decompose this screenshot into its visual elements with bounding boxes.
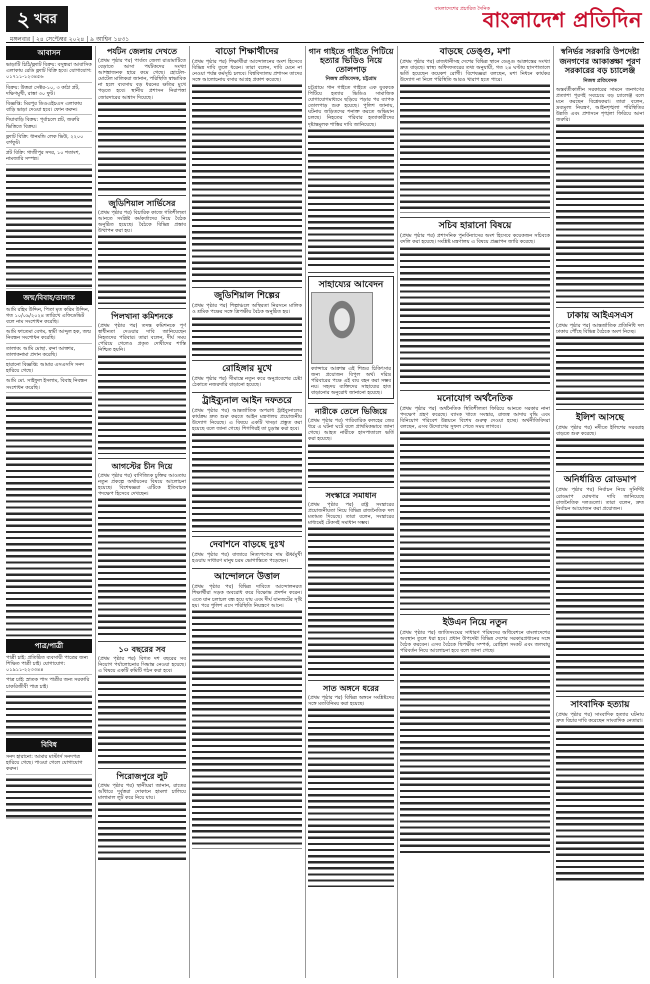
- issue-date: মঙ্গলবার | ২৪ সেপ্টেম্বর ২০২৪ | ৯ আশ্বিন ১৪৩১: [10, 36, 130, 43]
- article-separator: [308, 272, 394, 273]
- article-body-continued: [556, 335, 644, 405]
- article-separator: [308, 403, 394, 404]
- article-headline: দেবাশনে বাড়ছে দুঃখ: [209, 540, 285, 551]
- article-body: (প্রথম পৃষ্ঠার পর) প্রশাসনিক পুনর্বিন্যাসের অংশ হিসেবে কয়েকজন সচিবকে বদলি করা হয়েছে। সংশ্লিষ্ট মন্ত্রণালয় এ বিষয়ে প্রজ্ঞাপন জারি করেছে।: [400, 233, 550, 246]
- article: [556, 311, 644, 405]
- classified-item: হারানো বিজ্ঞপ্তি: আমার এসএসসি সনদ হারিয়ে গেছে।: [6, 362, 92, 376]
- article-body: (প্রথম পৃষ্ঠার পর) জাতিসংঘের সাধারণ পরিষদের অধিবেশনে বাংলাদেশের অবস্থান তুলে ধরা হবে। প্রধান উপদেষ্টা বিভিন্ন দেশের সরকারপ্রধানের সঙ্গে বৈঠক করবেন। এসব বৈঠকে দ্বিপক্ষীয় সম্পর্ক, রোহিঙ্গা সংকট এবং জলবায়ু পরিবর্তন নিয়ে আলোচনা হবে বলে জানা গেছে।: [400, 629, 550, 655]
- article-headline: ইলিশ আসছে: [576, 413, 624, 424]
- news-column-6: [556, 46, 644, 976]
- article-body: (প্রথম পৃষ্ঠার পর) বিচারিক কাজে গতিশীলতা আনতে সংশ্লিষ্ট কর্মকর্তাদের নিয়ে বৈঠক অনুষ্ঠিত হয়েছে। বৈঠকে বিভিন্ন প্রস্তাব উত্থাপন করা হয়।: [98, 209, 186, 234]
- article: [400, 47, 550, 213]
- article-body-continued: [556, 437, 644, 467]
- article-separator: [98, 458, 186, 459]
- article-separator: [556, 409, 644, 410]
- article: [192, 291, 302, 355]
- article: [192, 396, 302, 532]
- article-headline: আগস্টের চীন দিয়ে: [111, 461, 173, 471]
- article-body-continued: [308, 707, 394, 887]
- article-headline: সাংবাদিক হত্যায়: [570, 699, 630, 710]
- article: [556, 700, 644, 884]
- classified-filler: [6, 395, 92, 637]
- article-body-continued: [98, 234, 186, 304]
- article-headline: সংস্কারে সমাধান: [325, 490, 377, 500]
- article-body-continued: [192, 83, 302, 283]
- article-separator: [400, 390, 550, 391]
- classified-item: তালাক: আমি মোছা. রুনা আক্তার, তালাকনামা প্রদান করেছি।: [6, 346, 92, 360]
- page-header: [0, 0, 650, 44]
- article-body: (প্রথম পৃষ্ঠার পর) পারিবারিক কলহের জের ধরে এ ঘটনা ঘটে বলে প্রাথমিকভাবে জানা গেছে। আহত নারীকে হাসপাতালে ভর্তি করা হয়েছে।: [308, 418, 394, 443]
- news-column-4: [308, 46, 394, 976]
- article: [400, 394, 550, 610]
- article-body-continued: [192, 609, 302, 849]
- classified-item: পাত্র চাই: স্নাতক পাস পাত্রীর জন্য সরকারি চাকরিজীবী পাত্র চাই।: [6, 677, 92, 691]
- column-divider: [189, 46, 190, 978]
- article-headline: স্বনির্ভর সরকারি উপদেষ্টা জনগণের আকাঙ্ক্ষা পূরণ সরকারের বড় চ্যালেঞ্জ: [559, 47, 641, 75]
- classified-item: প্লট বিক্রি: গাজীপুর সদর, ১০ শতাংশ, নামজারি সম্পন্ন।: [6, 150, 92, 164]
- article: [98, 47, 186, 191]
- article-headline: জুডিশিয়াল শিল্পের: [214, 291, 280, 302]
- classified-heading-matrimonial: পাত্র/পাত্রী: [6, 639, 92, 653]
- article-body-continued: [98, 497, 186, 637]
- article-headline: মনোযোগ অর্থনৈতিক: [437, 393, 513, 404]
- article-body-continued: [192, 316, 302, 356]
- article-body: (প্রথম পৃষ্ঠার পর) নদীতে ইলিশের সরবরাহ বাড়তে শুরু করেছে।: [556, 425, 644, 438]
- article-headline: জুডিশিয়াল সার্ভিসের: [108, 198, 176, 208]
- article-separator: [98, 641, 186, 642]
- article-body: (প্রথম পৃষ্ঠার পর) সাংবাদিক হত্যার ঘটনায় দ্রুত বিচার দাবি করেছেন সাংবাদিক নেতারা।: [556, 711, 644, 724]
- article-separator: [556, 471, 644, 472]
- classified-item: বিক্রয়: উত্তরা সেক্টর-১০, ৩ কাঠা প্লট, দক্ষিণমুখী, রাস্তা ৩০ ফুট।: [6, 85, 92, 99]
- article-body-continued: [400, 83, 550, 213]
- article-separator: [98, 768, 186, 769]
- news-column-3: [192, 46, 302, 976]
- page-number-box: [6, 6, 68, 32]
- article-separator: [308, 487, 394, 488]
- article: [400, 618, 550, 854]
- article-headline: নারীকে তেলে ভিজিয়ে: [314, 407, 388, 417]
- article-body-continued: [308, 128, 394, 268]
- article-headline: সাত অঙ্গনে ধরের: [323, 683, 379, 693]
- page-section-name: খবর: [34, 11, 57, 27]
- article-separator: [556, 307, 644, 308]
- classified-item: আমি মো. সাইফুল ইসলাম, বিবাহ নিবন্ধন সংশোধন করেছি।: [6, 378, 92, 392]
- article-headline: পিলখানা কমিশনকে: [111, 312, 173, 322]
- article-headline: পর্যটন জেলায় দেখতে: [106, 47, 178, 56]
- article: [192, 540, 302, 564]
- classified-item: আমি রহিম উদ্দিন, পিতা মৃত করিম উদ্দিন, গত ১০/০৯/২০২৪ তারিখে এফিডেভিট বলে নাম সংশোধন করেছি।: [6, 307, 92, 328]
- classified-item: ভাড়াটি চিঠি/ফ্ল্যাট বিক্রয়: বসুন্ধরা আবাসিক এলাকায় রেডি ফ্ল্যাট বিক্রি হবে। যোগাযোগ: ০১৭১১-১২৩৪৫৬: [6, 62, 92, 83]
- article-body-continued: [308, 526, 394, 676]
- article-headline: আন্দোলনে উত্তাল: [214, 572, 280, 583]
- article-body: (প্রথম পৃষ্ঠার পর) স্থানীয়রা জানান, রাতের আঁধারে দুর্বৃত্তরা দোকানে হামলা চালিয়ে মালামাল লুট করে নিয়ে যায়।: [98, 783, 186, 802]
- article-body-continued: [98, 101, 186, 191]
- article-body-continued: [98, 674, 186, 764]
- classified-heading-misc: বিবিধ: [6, 738, 92, 752]
- article-separator: [192, 392, 302, 393]
- classified-item: বিজ্ঞপ্তি: মিরপুর ডিওএইচএস এলাকায় বাড়ি ভাড়া দেওয়া হবে। ফোন করুন।: [6, 101, 92, 115]
- classified-heading-housing: আবাসন: [6, 46, 92, 60]
- article: [98, 312, 186, 453]
- article-separator: [556, 696, 644, 697]
- article: [192, 572, 302, 848]
- classified-item: পাত্রী চাই: প্রতিষ্ঠিত ব্যবসায়ী পাত্রের জন্য শিক্ষিত পাত্রী চাই। যোগাযোগ: ০১৯১১-২২৩৩৪৪: [6, 655, 92, 676]
- article-body-continued: [400, 246, 550, 386]
- article-body-continued: [556, 512, 644, 692]
- article-separator: [192, 360, 302, 361]
- article-headline: বাড়ো শিক্ষার্থীদের: [215, 47, 279, 57]
- article: [308, 407, 394, 482]
- article-separator: [98, 195, 186, 196]
- article: [308, 47, 394, 268]
- article-body-continued: [400, 430, 550, 610]
- article-body: (প্রথম পৃষ্ঠার পর) বিভিন্ন দাবিতে আন্দোলনরত শিক্ষার্থীরা সড়ক অবরোধ করে বিক্ষোভ প্রদর্শন করেন। এতে যান চলাচল বন্ধ হয়ে যায় এবং দীর্ঘ যানজটের সৃষ্টি হয়। পরে পুলিশ এসে পরিস্থিতি নিয়ন্ত্রণে আনে।: [192, 584, 302, 609]
- article-body: (প্রথম পৃষ্ঠার পর) সীমান্তে নতুন করে অনুপ্রবেশের চেষ্টা ঠেকাতে নজরদারি বাড়ানো হয়েছে।: [192, 375, 302, 388]
- article-body: (প্রথম পৃষ্ঠার পর) রাজধানীসহ দেশের বিভিন্ন স্থানে ডেঙ্গু আক্রান্তের সংখ্যা দ্রুত বাড়ছে। স্বাস্থ্য অধিদফতরের তথ্য অনুযায়ী, গত ২৪ ঘণ্টায় হাসপাতালে ভর্তি হয়েছেন কয়েকশ রোগী। বিশেষজ্ঞরা বলছেন, মশা নিধনে কার্যকর উদ্যোগ না নিলে পরিস্থিতি আরও খারাপ হতে পারে।: [400, 59, 550, 84]
- article-body: (প্রথম পৃষ্ঠার পর) বিভিন্ন অঙ্গনে সংশ্লিষ্টদের সঙ্গে মতবিনিময় করা হয়েছে।: [308, 694, 394, 707]
- article-headline: পিরোজপুরে লুট: [116, 772, 168, 782]
- article-separator: [192, 536, 302, 537]
- article: [556, 413, 644, 467]
- page-number: ২: [17, 7, 31, 31]
- article-headline: সচিব হারানো বিষয়ে: [438, 221, 512, 232]
- classified-item: আমি ফাতেমা বেগম, স্বামী আব্দুল হক, জন্ম নিবন্ধন সংশোধন করেছি।: [6, 329, 92, 343]
- article-body: (প্রথম পৃষ্ঠার পর) পার্বত্য জেলা রাঙামাটিতে বেড়াতে আসা পর্যটকদের সংখ্যা আশঙ্কাজনক হারে কমে গেছে। হোটেল-মোটেল মালিকরা জানান, পরিস্থিতি স্বাভাবিক না হলে ব্যবসায় বড় ধরনের ক্ষতির মুখে পড়তে হবে। স্থানীয় প্রশাসন নিরাপত্তা জোরদারের আশ্বাস দিয়েছে।: [98, 58, 186, 101]
- article-body: চট্টগ্রামে গান গাইতে গাইতে এক যুবককে পিটিয়ে হত্যার ভিডিও সামাজিক যোগাযোগমাধ্যমে ছড়িয়ে পড়ার পর ব্যাপক তোলপাড় শুরু হয়েছে। পুলিশ জানায়, ঘটনায় জড়িতদের শনাক্ত করতে অভিযান চলছে। নিহতের পরিবার হত্যাকারীদের দৃষ্টান্তমূলক শাস্তির দাবি জানিয়েছে।: [308, 85, 394, 128]
- article-separator: [400, 217, 550, 218]
- classified-filler: [6, 694, 92, 736]
- article-headline: রোহিঙ্গার মুখে: [222, 363, 272, 374]
- article: [556, 475, 644, 691]
- article-body-continued: [556, 724, 644, 884]
- article-separator: [308, 680, 394, 681]
- news-column-2: [98, 46, 186, 976]
- article-headline: ১০ বছরের সব: [118, 644, 166, 654]
- classified-item: সনদ হারানো: আমার মাস্টার্স সনদপত্র হারিয়ে গেছে। পাওয়া গেলে যোগাযোগ করুন।: [6, 754, 92, 775]
- appeal-box: [308, 276, 394, 399]
- article-body: (প্রথম পৃষ্ঠার পর) শিল্পাঞ্চলে অস্থিরতা নিরসনে মালিক ও শ্রমিক পক্ষের সঙ্গে ত্রিপক্ষীয় বৈঠক অনুষ্ঠিত হয়।: [192, 303, 302, 316]
- article: [98, 199, 186, 304]
- article-body-continued: [556, 123, 644, 303]
- portrait-photo: [311, 292, 373, 364]
- article-separator: [98, 308, 186, 309]
- article: [98, 462, 186, 637]
- article-body: (প্রথম পৃষ্ঠার পর) শিক্ষার্থীরা আন্দোলনের অংশ হিসেবে বিভিন্ন দাবি তুলে ধরেন। তারা বলেন, দাবি মেনে না নেওয়া পর্যন্ত কর্মসূচি চলবে। বিশ্ববিদ্যালয় প্রশাসন তাদের সঙ্গে আলোচনায় বসার আগ্রহ প্রকাশ করেছে।: [192, 59, 302, 84]
- newspaper-logo: বাংলাদেশ প্রতিদিন: [482, 7, 642, 32]
- article-headline: ট্রাইব্যুনাল আইন দফতরে: [202, 395, 292, 406]
- article-headline: বাড়ছে ডেঙ্গু, মশা: [439, 47, 511, 57]
- article-body-continued: [400, 654, 550, 854]
- article-separator: [192, 568, 302, 569]
- article-body: (প্রথম পৃষ্ঠার পর) বিগত দশ বছরের সব নিয়োগ পর্যালোচনার সিদ্ধান্ত নেওয়া হয়েছে। এ বিষয়ে একটি কমিটি গঠন করা হবে।: [98, 655, 186, 675]
- article-body: (প্রথম পৃষ্ঠার পর) নির্বাচন নিয়ে সুনির্দিষ্ট রোডমাপ ঘোষণার দাবি জানিয়েছে রাজনৈতিক দলগুলো। তারা বলেন, দ্রুত নির্বাচন আয়োজন করা প্রয়োজন।: [556, 487, 644, 512]
- article-body: (প্রথম পৃষ্ঠার পর) আন্তর্জাতিক অপরাধ ট্রাইব্যুনালের কার্যক্রম দ্রুত শুরু করতে আইন মন্ত্রণালয় প্রয়োজনীয় উদ্যোগ নিয়েছে। এ বিষয়ে একটি খসড়া প্রস্তুত করা হয়েছে বলে জানা গেছে। শিগগিরই তা চূড়ান্ত করা হবে।: [192, 407, 302, 433]
- article: [192, 364, 302, 388]
- article-separator: [400, 614, 550, 615]
- article-body: (প্রথম পৃষ্ঠার পর) অর্থনৈতিক স্থিতিশীলতা ফিরিয়ে আনতে সরকার নানা পদক্ষেপ গ্রহণ করেছে। ব্যাংক খাতে সংস্কার, রাজস্ব আদায় বৃদ্ধি এবং বিনিয়োগ পরিবেশ উন্নয়নে বিশেষ গুরুত্ব দেওয়া হচ্ছে। অর্থনীতিবিদরা বলছেন, এসব উদ্যোগের সুফল পেতে সময় লাগবে।: [400, 405, 550, 430]
- article-body: (প্রথম পৃষ্ঠার পর) রাষ্ট্র সংস্কারের প্রয়োজনীয়তা নিয়ে বিভিন্ন রাজনৈতিক দল মতামত দিয়েছে। তারা বলেন, সংস্কারের মাধ্যমেই টেকসই সমাধান সম্ভব।: [308, 501, 394, 526]
- article-body: (প্রথম পৃষ্ঠার পর) আন্তর্জাতিক প্রতিনিধি দল ঢাকায় পৌঁছে বিভিন্ন বৈঠকে অংশ নিচ্ছে।: [556, 323, 644, 336]
- classified-item: দিয়াবাড়ি বিক্রয়: পূর্বাচলে প্লট, জরুরি ভিত্তিতে বিক্রয়।: [6, 117, 92, 131]
- article-body: ক্যান্সারে আক্রান্ত এই শিশুর চিকিৎসার জন্য প্রয়োজন বিপুল অর্থ। দরিদ্র পরিবারের পক্ষে এই ব্যয় বহন করা সম্ভব নয়। সহৃদয় ব্যক্তিদের সাহায্যের হাত বাড়ানোর অনুরোধ জানানো হয়েছে।: [311, 365, 391, 397]
- article-body-continued: [98, 354, 186, 454]
- classified-filler: [6, 167, 92, 289]
- column-divider: [553, 46, 554, 978]
- article: [192, 47, 302, 283]
- article-body: (প্রথম পৃষ্ঠার পর) বাজারে নিত্যপণ্যের দাম ঊর্ধ্বমুখী হওয়ায় সাধারণ মানুষ চরম ভোগান্তিতে পড়েছেন।: [192, 552, 302, 565]
- article-headline: ইউএন নিয়ে নতুন: [442, 617, 508, 628]
- article-body: (প্রথম পৃষ্ঠার পর) তদন্ত কমিশনকে পূর্ণ স্বাধীনতা দেওয়ার দাবি জানিয়েছেন নিহতদের পরিবার। তারা বলেন, দীর্ঘ সময় পেরিয়ে গেলেও প্রকৃত দোষীদের শাস্তি নিশ্চিত হয়নি।: [98, 323, 186, 354]
- article-byline: নিজস্ব প্রতিবেদক, চট্টগ্রাম: [325, 76, 377, 82]
- article-headline: গান গাইতে গাইতে পিটিয়ে হত্যার ভিডিও নিয়ে তোলপাড়: [308, 47, 394, 74]
- article: [400, 221, 550, 385]
- article: [98, 772, 186, 861]
- article: [98, 645, 186, 764]
- header-rule: [6, 42, 644, 43]
- column-divider: [95, 46, 96, 978]
- news-column-5: [400, 46, 550, 976]
- article-headline: সাহায্যের আবেদন: [318, 279, 384, 290]
- article-headline: ঢাকায় আইএসএস: [567, 311, 633, 322]
- article-body-continued: [98, 801, 186, 861]
- article-body-continued: [308, 443, 394, 483]
- article-byline: নিজস্ব প্রতিবেদক: [583, 77, 617, 84]
- article-body: অন্তর্বর্তীকালীন সরকারের সামনে জনগণের প্রত্যাশা পূরণই সবচেয়ে বড় চ্যালেঞ্জ বলে মনে করছেন বিশ্লেষকরা। তারা বলেন, দ্রব্যমূল্য নিয়ন্ত্রণ, আইনশৃঙ্খলা পরিস্থিতির উন্নতি এবং প্রশাসনে শৃঙ্খলা ফিরিয়ে আনা জরুরি।: [556, 86, 644, 123]
- classified-heading-birth-marriage: জন্ম/বিবাহ/তালাক: [6, 291, 92, 305]
- classifieds-column: [6, 46, 92, 976]
- article-body: (প্রথম পৃষ্ঠার পর) বাণিজ্যিক চুক্তির আওতায় নতুন প্রকল্পে অর্থায়নের বিষয়ে আলোচনা হয়েছে। বিশেষজ্ঞরা এটিকে ইতিবাচক পদক্ষেপ হিসেবে দেখছেন।: [98, 472, 186, 497]
- logo-tagline: বাংলাদেশের প্রচারিত দৈনিক: [434, 6, 490, 12]
- column-divider: [397, 46, 398, 978]
- column-divider: [305, 46, 306, 978]
- article-body-continued: [192, 432, 302, 532]
- article-separator: [192, 287, 302, 288]
- article: [308, 491, 394, 676]
- article: [556, 47, 644, 303]
- article: [308, 684, 394, 887]
- article-headline: অনির্ধারিত রোডমাপ: [563, 475, 637, 486]
- classified-item: ফ্ল্যাট বিক্রি: ধানমন্ডি লেক ভিউ, ২২০০ বর্গফুট।: [6, 134, 92, 148]
- classified-filler: [6, 777, 92, 819]
